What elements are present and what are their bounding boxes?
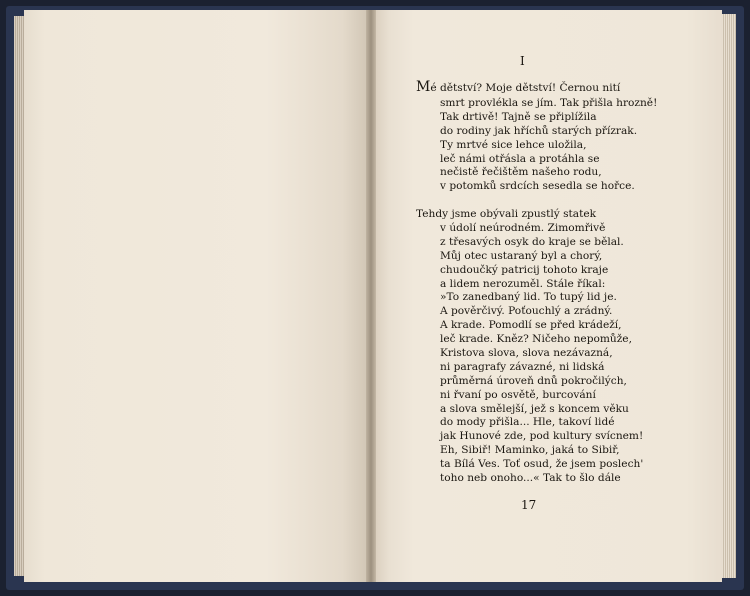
poem-line: Eh, Sibiř! Maminko, jaká to Sibiř, (440, 444, 620, 457)
stanza1-first-line-rest: é dětství? Moje dětství! Černou nití (430, 82, 621, 94)
poem-line: Ty mrtvé sice lehce uložila, (440, 138, 587, 151)
poem-line: do rodiny jak hříchů starých přízrak. (440, 124, 638, 137)
poem-line: ta Bílá Ves. Toť osud, že jsem poslech' (440, 458, 644, 471)
poem-line: Můj otec ustaraný byl a chorý, (440, 249, 603, 262)
poem-line: A pověrčivý. Poťouchlý a zrádný. (440, 305, 613, 318)
stanza1-lines (440, 97, 657, 194)
poem-line: chudoučký patricij tohoto kraje (440, 263, 609, 276)
poem-line: jak Hunové zde, pod kultury svícnem! (440, 430, 644, 443)
stanza2-lines (440, 222, 643, 486)
poem-line: v údolí neúrodném. Zimomřivě (440, 222, 606, 234)
page-number: 17 (521, 498, 537, 512)
poem-line: do mody přišla... Hle, takoví lidé (440, 416, 615, 429)
poem-line: z třesavých osyk do kraje se bělal. (440, 235, 624, 248)
poem-line: Tak drtivě! Tajně se připlížila (440, 110, 597, 123)
poem-line: smrt provlékla se jím. Tak přišla hrozně! (440, 97, 658, 109)
left-page-blank (24, 10, 370, 582)
poem-line: A krade. Pomodlí se před krádeží, (440, 319, 622, 332)
poem-line: leč krade. Kněz? Ničeho nepomůže, (440, 333, 632, 346)
right-page-edges (722, 14, 736, 578)
stanza1-first-letter: M (416, 79, 431, 95)
poem-line: leč námi otřásla a protáhla se (440, 152, 600, 165)
poem-line: v potomků srdcích sesedla se hořce. (440, 180, 635, 193)
poem-line: nečistě řečištěm našeho rodu, (440, 166, 602, 179)
poem-line: toho neb onoho...« Tak to šlo dále (440, 472, 621, 485)
stanza2-first-line: Tehdy jsme obývali zpustlý statek (416, 208, 597, 220)
poem-line: ni paragrafy závazné, ni lidská (440, 360, 605, 373)
poem-line: a lidem nerozuměl. Stále říkal: (440, 277, 606, 290)
poem-line: Kristova slova, slova nezávazná, (440, 347, 613, 360)
poem-line: průměrná úroveň dnů pokročilých, (440, 374, 627, 387)
poem-line: ni řvaní po osvětě, burcování (440, 388, 596, 401)
poem-line: a slova smělejší, jež s koncem věku (440, 402, 629, 415)
poem-line: »To zanedbaný lid. To tupý lid je. (440, 291, 617, 304)
book-gutter (366, 10, 376, 582)
chapter-heading: I (520, 54, 525, 68)
left-page-edges (14, 16, 24, 576)
stanza1-first-line (416, 81, 620, 96)
